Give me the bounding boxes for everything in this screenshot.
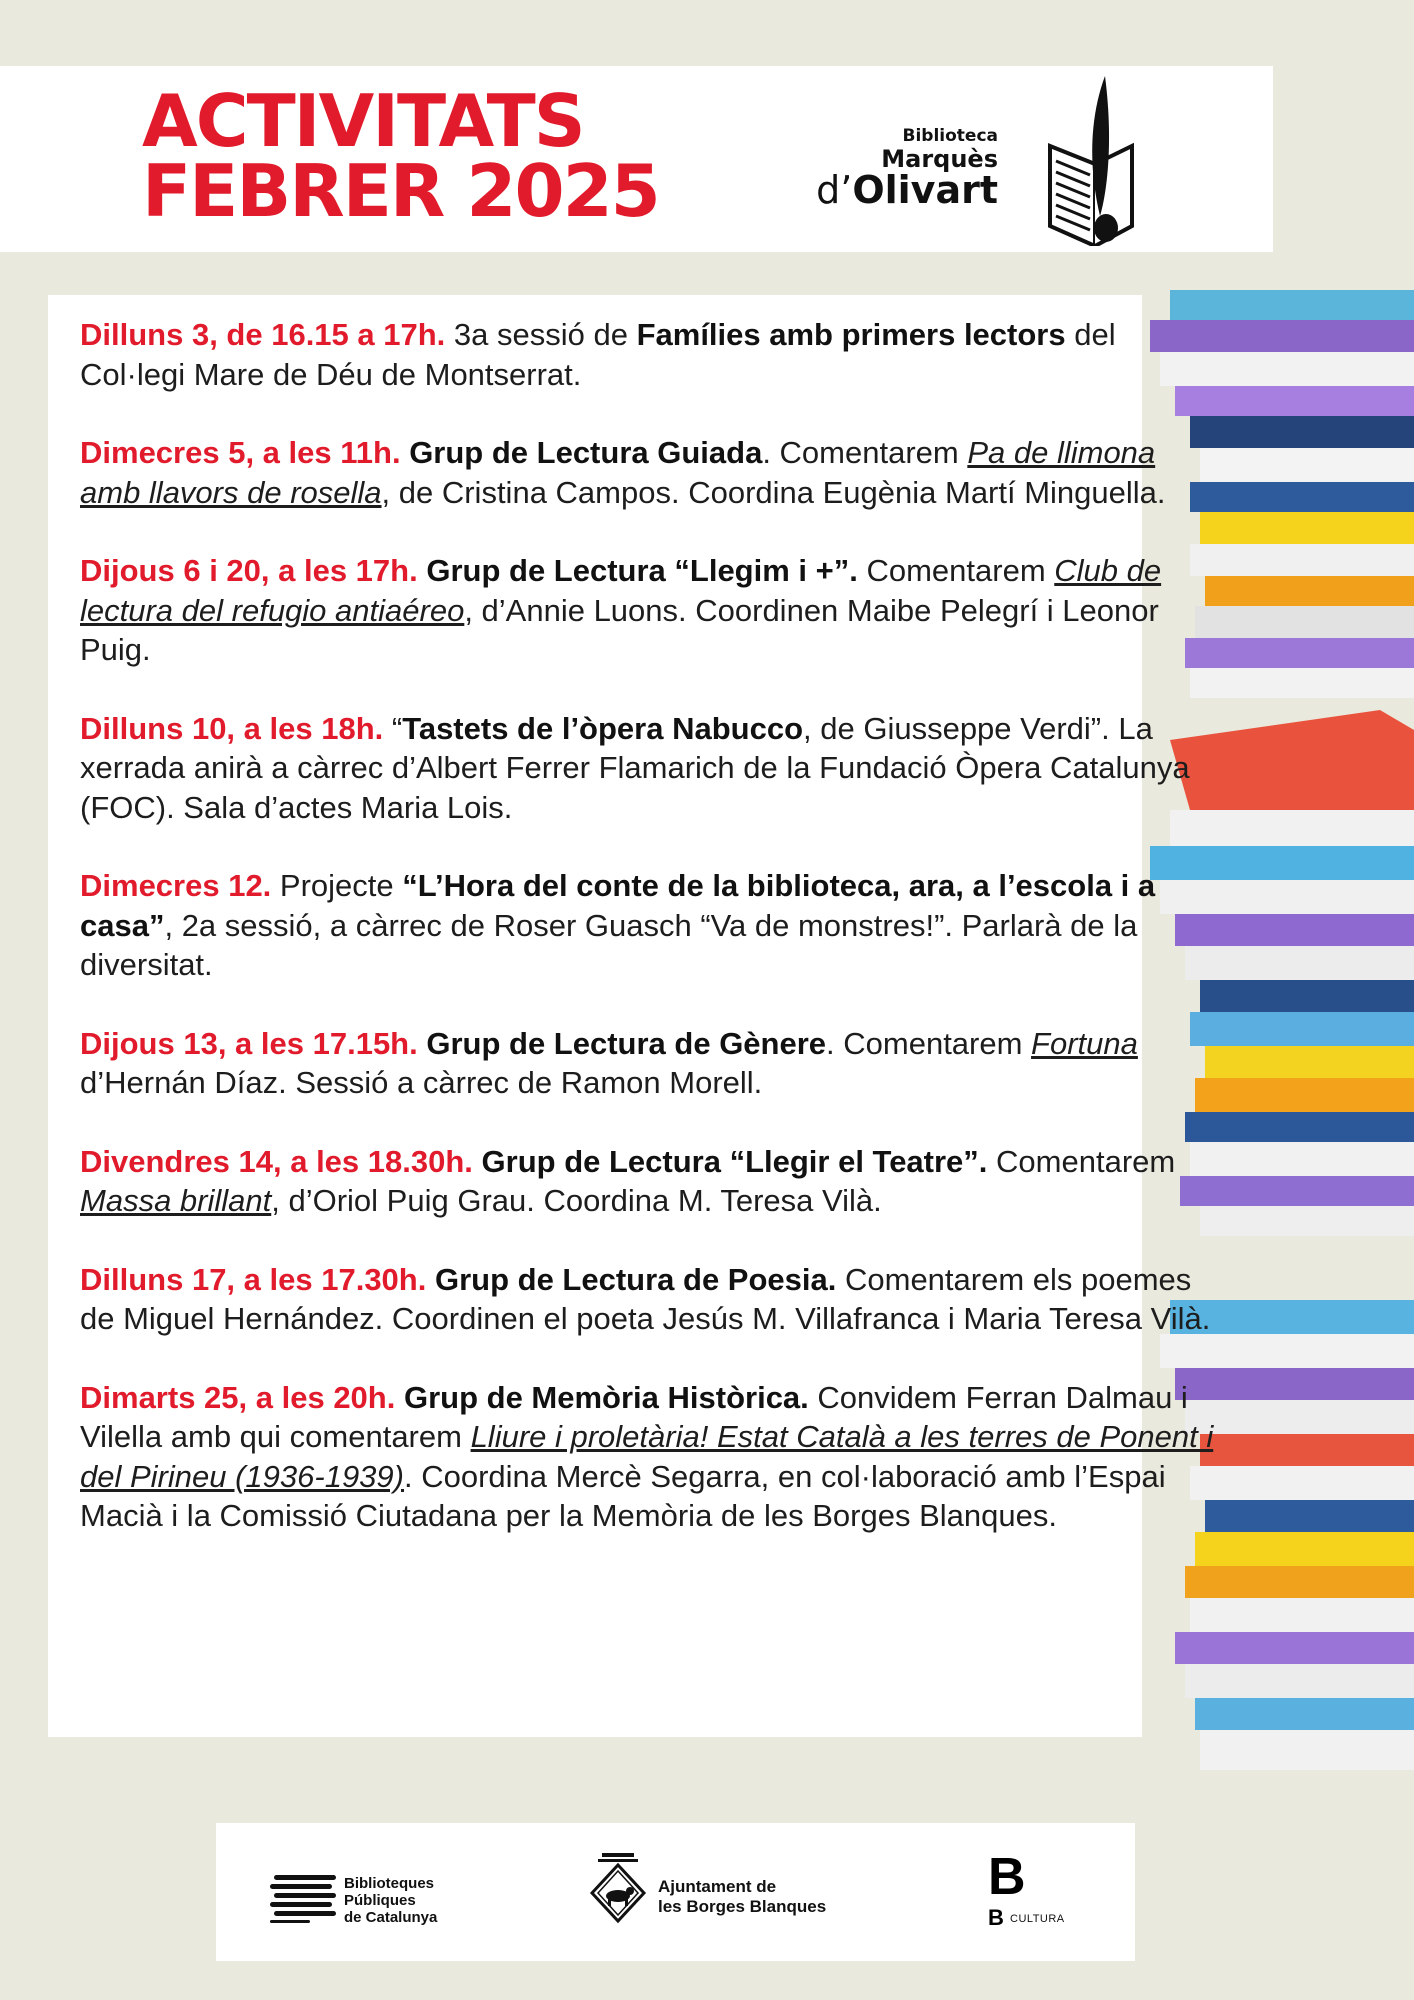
bib-line-1: Biblioteques (344, 1875, 435, 1892)
aj-line-1: Ajuntament de (658, 1877, 777, 1896)
book-quill-icon (1010, 76, 1140, 246)
event-item (80, 1024, 1220, 1103)
aj-line-2: les Borges Blanques (658, 1897, 827, 1916)
event-text: . Comentarem (826, 1025, 1032, 1061)
header-banner (0, 66, 1273, 252)
book-title: Pa de llimona amb llavors de rosella (80, 435, 1156, 510)
event-text: “ (383, 710, 403, 746)
event-title: Famílies amb primers lectors (636, 317, 1066, 352)
ajuntament-text (658, 1877, 858, 1917)
event-date: Dijous 13, a les 17.15h. (80, 1025, 418, 1061)
event-title: “L’Hora del conte de la biblioteca, ara, a l’escola i a casa” (80, 868, 1156, 943)
event-date: Dimarts 25, a les 20h. (80, 1379, 396, 1415)
event-date: Divendres 14, a les 18.30h. (80, 1143, 473, 1179)
event-item (80, 709, 1220, 828)
event-date: Dimecres 5, a les 11h. (80, 435, 401, 470)
title-line-1: ACTIVITATS (142, 79, 584, 163)
book-title: Lliure i proletària! Estat Català a les terres de Ponent i del Pirineu (1936-1939) (80, 1419, 1214, 1494)
event-text: Comentarem els poemes de Miguel Hernández. Coordinen el poeta Jesús M. Villafranca i Maria Teresa Vilà. (80, 1261, 1211, 1336)
event-date: Dijous 6 i 20, a les 17h. (80, 553, 418, 588)
logo-line-3-pre: d’ (816, 168, 853, 212)
library-logo (800, 76, 1140, 246)
event-text: 3a sessió de (445, 317, 637, 352)
logo-line-3-bold: Olivart (852, 168, 998, 212)
event-title: Tastets de l’òpera Nabucco (402, 710, 804, 746)
event-text: Convidem Ferran Dalmau i Vilella amb qui comentarem (80, 1379, 1188, 1454)
event-text: . Comentarem (762, 435, 968, 470)
event-item (80, 866, 1220, 985)
biblioteques-publiques-text (344, 1875, 484, 1926)
event-title: Grup de Lectura de Gènere (426, 1025, 827, 1061)
event-date: Dilluns 17, a les 17.30h. (80, 1261, 427, 1297)
event-item (80, 551, 1220, 670)
event-date: Dilluns 3, de 16.15 a 17h. (80, 317, 446, 352)
footer-logos (216, 1823, 1135, 1961)
event-text: , d’Oriol Puig Grau. Coordina M. Teresa Vilà. (271, 1183, 882, 1218)
page-title (142, 79, 659, 233)
coat-of-arms-icon (588, 1853, 648, 1925)
event-text: . Coordina Mercè Segarra, en col·laboració amb l’Espai Macià i la Comissió Ciutadana per la Memòria de les Borges Blanques. (80, 1458, 1166, 1533)
event-text: Comentarem (857, 553, 1055, 588)
event-item (80, 1142, 1220, 1221)
event-text: del Col·legi Mare de Déu de Montserrat. (80, 317, 1116, 392)
book-title: Fortuna (1031, 1025, 1138, 1061)
events-list (80, 315, 1220, 1575)
event-title: Grup de Lectura “Llegim i +”. (426, 553, 858, 588)
event-text: , de Cristina Campos. Coordina Eugènia Martí Minguella. (381, 474, 1166, 510)
bib-line-2: Públiques (344, 1892, 416, 1909)
event-date: Dimecres 12. (80, 868, 272, 903)
logo-line-2: Marquès (881, 145, 998, 173)
event-item (80, 315, 1220, 394)
b-cultura-label: CULTURA (1010, 1913, 1065, 1925)
stripes-icon (270, 1875, 336, 1923)
event-item (80, 433, 1220, 512)
event-text: , de Giusseppe Verdi”. La xerrada anirà a càrrec d’Albert Ferrer Flamarich de la Fundació Òpera Catalunya (FOC). Sala d’actes Maria Lois. (80, 710, 1190, 825)
event-text: Comentarem (987, 1143, 1176, 1179)
book-title: Massa brillant (80, 1183, 272, 1218)
event-text: d’Hernán Díaz. Sessió a càrrec de Ramon Morell. (80, 1065, 763, 1100)
b-cultura-small-letter: B (988, 1905, 1004, 1930)
logo-line-1: Biblioteca (902, 126, 998, 146)
event-title: Grup de Memòria Històrica. (403, 1379, 809, 1415)
bib-line-3: de Catalunya (344, 1909, 438, 1926)
b-cultura-big-letter: B (988, 1848, 1026, 1906)
event-text: Projecte (271, 868, 403, 903)
event-item (80, 1260, 1220, 1339)
title-line-2: FEBRER 2025 (142, 149, 659, 233)
event-item (80, 1378, 1220, 1536)
events-card (48, 295, 1214, 1737)
event-title: Grup de Lectura Guiada (409, 435, 763, 470)
book-title: Club de lectura del refugio antiaéreo (80, 553, 1162, 628)
event-title: Grup de Lectura de Poesia. (434, 1261, 837, 1297)
event-text: , d’Annie Luons. Coordinen Maibe Pelegrí i Leonor Puig. (80, 592, 1159, 667)
event-date: Dilluns 10, a les 18h. (80, 710, 384, 746)
event-title: Grup de Lectura “Llegir el Teatre”. (481, 1143, 988, 1179)
library-logo-text (816, 126, 998, 212)
logo-line-3 (816, 168, 998, 212)
event-text: , 2a sessió, a càrrec de Roser Guasch “Va de monstres!”. Parlarà de la diversitat. (80, 907, 1138, 982)
